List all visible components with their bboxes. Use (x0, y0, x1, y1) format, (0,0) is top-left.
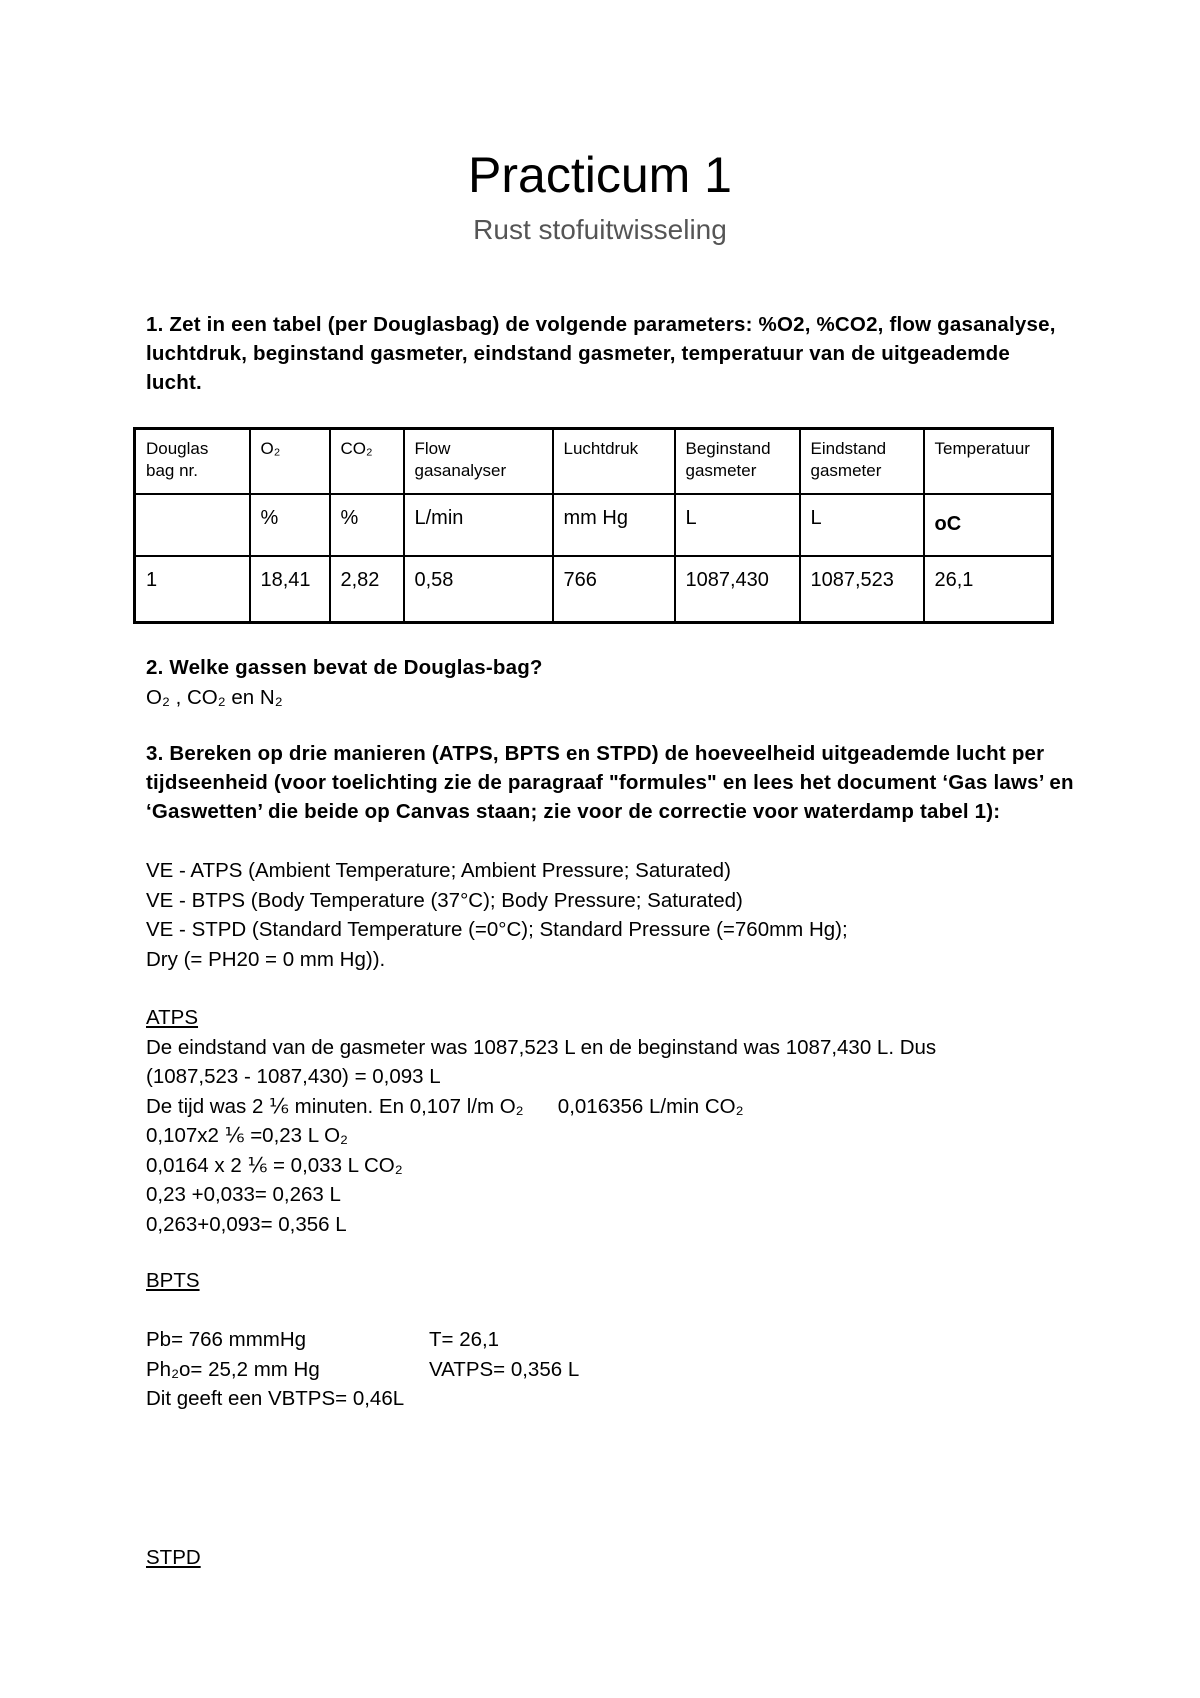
data-cell: 1 (135, 556, 250, 623)
calc-line: 0,0164 x 2 ⅙ = 0,033 L CO₂ (146, 1153, 403, 1177)
unit-cell: % (330, 494, 404, 556)
data-cell: 18,41 (250, 556, 330, 623)
calc-line: De eindstand van de gasmeter was 1087,523 L en de beginstand was 1087,430 L. Dus (146, 1035, 937, 1059)
blank-line (146, 1296, 1106, 1326)
header-cell: CO₂ (330, 429, 404, 494)
vbtps-result: Dit geeft een VBTPS= 0,46L (146, 1387, 405, 1410)
calc-line: 0,263+0,093= 0,356 L (146, 1212, 347, 1236)
question-1: 1. Zet in een tabel (per Douglasbag) de volgende parameters: %O2, %CO2, flow gasanalyse, luchtdruk, beginstand gasmeter, eindstand gasmeter, temperatuur van de uitgeademde lucht. (146, 313, 1056, 394)
bpts-section (146, 1266, 1106, 1414)
stpd-heading: STPD (146, 1546, 201, 1569)
question-3-definitions (146, 856, 1106, 974)
ph2o-value: Ph₂o= 25,2 mm Hg (146, 1357, 320, 1381)
pb-value: Pb= 766 mmmHg (146, 1328, 307, 1351)
table-row (135, 556, 1053, 623)
bpts-row (146, 1325, 1106, 1355)
data-cell: 1087,523 (800, 556, 924, 623)
unit-cell: mm Hg (553, 494, 675, 556)
header-cell: Eindstand gasmeter (800, 429, 924, 494)
header-cell: Temperatuur (924, 429, 1053, 494)
unit-cell (135, 494, 250, 556)
vatps-value: VATPS= 0,356 L (429, 1357, 580, 1381)
unit-degree-celsius: oC (934, 512, 962, 535)
stpd-section (146, 1543, 1106, 1573)
data-cell: 766 (553, 556, 675, 623)
t-value: T= 26,1 (429, 1328, 500, 1351)
header-cell: O₂ (250, 429, 330, 494)
header-cell: Flow gasanalyser (404, 429, 553, 494)
bpts-row (146, 1355, 1106, 1385)
table-header-row (135, 429, 1053, 494)
calc-line: (1087,523 - 1087,430) = 0,093 L (146, 1065, 441, 1088)
unit-cell: L (675, 494, 800, 556)
page-subtitle: Rust stofuitwisseling (473, 214, 727, 245)
header-cell: Luchtdruk (553, 429, 675, 494)
atps-section (146, 1003, 1106, 1239)
data-cell: 1087,430 (675, 556, 800, 623)
definition-line: Dry (= PH20 = 0 mm Hg)). (146, 947, 386, 971)
question-3: 3. Bereken op drie manieren (ATPS, BPTS en STPD) de hoeveelheid uitgeademde lucht per tijdseenheid (voor toelichting zie de paragraaf "formules" en lees het document ‘Gas laws’ en ‘Gaswetten’ die beide op Canvas staan; zie voor de correctie voor waterdamp tabel 1): (146, 742, 1074, 823)
data-cell: 26,1 (924, 556, 1053, 623)
unit-cell: L (800, 494, 924, 556)
bpts-heading: BPTS (146, 1269, 200, 1292)
definition-line: VE - ATPS (Ambient Temperature; Ambient Pressure; Saturated) (146, 859, 731, 882)
page-title: Practicum 1 (468, 147, 732, 203)
unit-cell: % (250, 494, 330, 556)
unit-cell: L/min (404, 494, 553, 556)
data-cell: 0,58 (404, 556, 553, 623)
definition-line: VE - BTPS (Body Temperature (37°C); Body Pressure; Saturated) (146, 888, 743, 912)
calc-line: 0,107x2 ⅙ =0,23 L O₂ (146, 1124, 349, 1147)
calc-line: De tijd was 2 ⅙ minuten. En 0,107 l/m O₂ 0,016356 L/min CO₂ (146, 1094, 744, 1118)
table-unit-row (135, 494, 1053, 556)
data-table (133, 427, 1054, 624)
definition-line: VE - STPD (Standard Temperature (=0°C); Standard Pressure (=760mm Hg); (146, 918, 848, 941)
header-cell: Beginstand gasmeter (675, 429, 800, 494)
question-2: 2. Welke gassen bevat de Douglas-bag? (146, 656, 543, 679)
answer-2: O₂ , CO₂ en N₂ (146, 686, 283, 709)
unit-cell (924, 494, 1053, 556)
atps-heading: ATPS (146, 1006, 199, 1029)
calc-line: 0,23 +0,033= 0,263 L (146, 1183, 341, 1206)
data-cell: 2,82 (330, 556, 404, 623)
header-cell: Douglas bag nr. (135, 429, 250, 494)
